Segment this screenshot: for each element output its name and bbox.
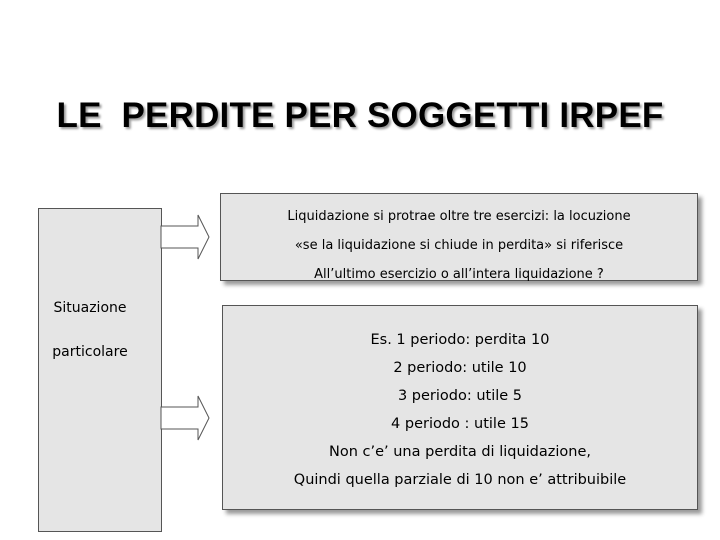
question-box [220, 193, 698, 281]
right-arrow-icon [160, 213, 212, 261]
example-line: 2 periodo: utile 10 [393, 360, 527, 376]
slide-title: LE PERDITE PER SOGGETTI IRPEF [56, 96, 664, 135]
right-arrow-icon [160, 394, 212, 442]
question-line: Liquidazione si protrae oltre tre esercizi: la locuzione [287, 209, 631, 224]
situation-label-line1: Situazione [53, 300, 127, 316]
question-line: «se la liquidazione si chiude in perdita» si riferisce [294, 238, 624, 253]
example-line: Quindi quella parziale di 10 non e’ attribuibile [293, 472, 627, 488]
situation-box [38, 208, 162, 532]
question-line: All’ultimo esercizio o all’intera liquidazione ? [314, 267, 604, 282]
example-line: 4 periodo : utile 15 [391, 416, 529, 432]
example-line: 3 periodo: utile 5 [397, 388, 523, 404]
example-line: Non c’e’ una perdita di liquidazione, [329, 444, 591, 460]
example-box [222, 305, 698, 510]
situation-label-line2: particolare [52, 344, 128, 360]
example-line: Es. 1 periodo: perdita 10 [370, 332, 550, 348]
